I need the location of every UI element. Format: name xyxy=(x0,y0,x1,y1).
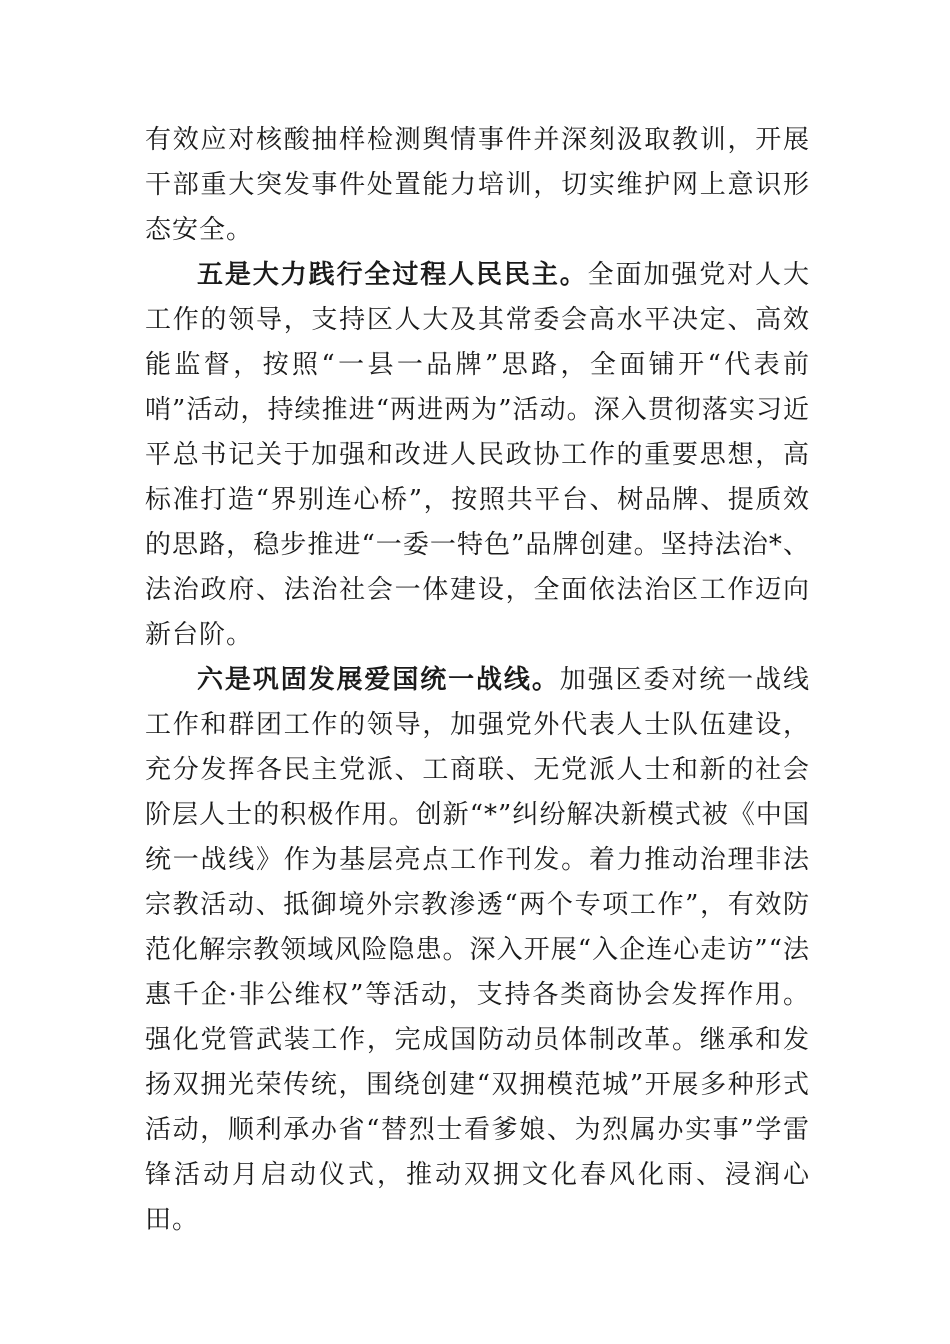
paragraph-3-text: 加强区委对统一战线工作和群团工作的领导，加强党外代表人士队伍建设，充分发挥各民主党派、工商联、无党派人士和新的社会阶层人士的积极作用。创新“*”纠纷解决新模式被《中国统一战线》作为基层亮点工作刊发。着力推动治理非法宗教活动、抵御境外宗教渗透“两个专项工作”，有效防范化解宗教领域风险隐患。深入开展“入企连心走访”“法惠千企·非公维权”等活动，支持各类商协会发挥作用。强化党管武装工作，完成国防动员体制改革。继承和发扬双拥光荣传统，围绕创建“双拥模范城”开展多种形式活动，顺利承办省“替烈士看爹娘、为烈属办实事”学雷锋活动月启动仪式，推动双拥文化春风化雨、浸润心田。 xyxy=(145,665,810,1235)
paragraph-2 xyxy=(145,253,810,658)
paragraph-1 xyxy=(145,118,810,253)
paragraph-3-lead: 六是巩固发展爱国统一战线。 xyxy=(197,665,560,695)
paragraph-2-lead: 五是大力践行全过程人民民主。 xyxy=(197,260,588,290)
paragraph-1-text: 有效应对核酸抽样检测舆情事件并深刻汲取教训，开展干部重大突发事件处置能力培训，切实维护网上意识形态安全。 xyxy=(145,125,810,245)
paragraph-3 xyxy=(145,658,810,1243)
document-body xyxy=(145,118,810,1243)
paragraph-2-text: 全面加强党对人大工作的领导，支持区人大及其常委会高水平决定、高效能监督，按照“一县一品牌”思路，全面铺开“代表前哨”活动，持续推进“两进两为”活动。深入贯彻落实习近平总书记关于加强和改进人民政协工作的重要思想，高标准打造“界别连心桥”，按照共平台、树品牌、提质效的思路，稳步推进“一委一特色”品牌创建。坚持法治*、法治政府、法治社会一体建设，全面依法治区工作迈向新台阶。 xyxy=(145,260,810,650)
